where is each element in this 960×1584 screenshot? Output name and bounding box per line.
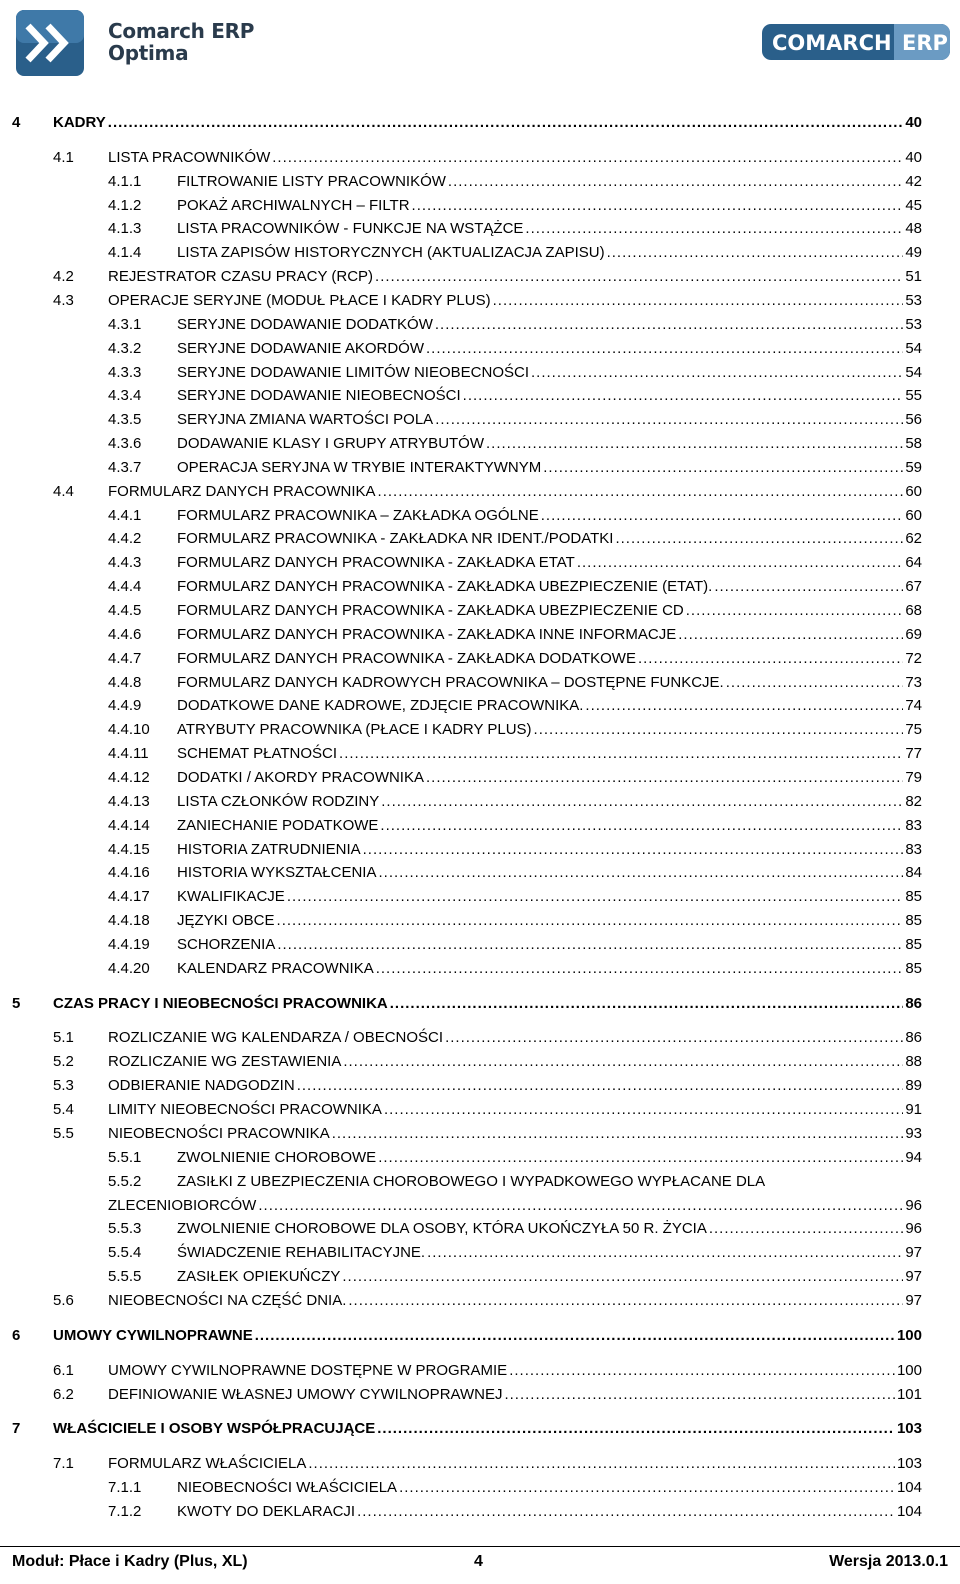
- leader-dots: [272, 147, 903, 169]
- toc-entry-number: 5.3: [53, 1077, 74, 1095]
- toc-entry[interactable]: [0, 910, 960, 932]
- toc-entry-page: 53: [903, 290, 922, 312]
- leader-dots: [376, 958, 904, 980]
- toc-entry-page: 77: [903, 743, 922, 765]
- toc-entry-page: 40: [903, 147, 922, 169]
- toc-entry[interactable]: [0, 1218, 960, 1240]
- toc-entry-title: FORMULARZ DANYCH PRACOWNIKA: [108, 481, 378, 503]
- toc-entry-number: 4.4.17: [108, 888, 150, 906]
- toc-entry[interactable]: [0, 934, 960, 956]
- leader-dots: [390, 993, 904, 1015]
- toc-entry-page: 101: [895, 1384, 922, 1406]
- toc-entry-title: SERYJNE DODAWANIE AKORDÓW: [177, 338, 426, 360]
- toc-entry-number: 5.5.3: [108, 1220, 142, 1238]
- toc-entry[interactable]: [0, 1242, 960, 1264]
- toc-entry-page: 60: [903, 481, 922, 503]
- toc-entry-number: 6: [12, 1326, 21, 1344]
- toc-entry-page: 86: [903, 1027, 922, 1049]
- toc-entry[interactable]: [0, 1290, 960, 1312]
- toc-entry-page: 89: [903, 1075, 922, 1097]
- toc-entry[interactable]: [0, 815, 960, 837]
- leader-dots: [378, 862, 903, 884]
- toc-entry-page: 40: [903, 112, 922, 134]
- toc-entry-title: ROZLICZANIE WG ZESTAWIENIA: [108, 1051, 343, 1073]
- leader-dots: [534, 719, 904, 741]
- toc-entry-number: 5.6: [53, 1291, 74, 1309]
- toc-entry-title: SERYJNE DODAWANIE DODATKÓW: [177, 314, 435, 336]
- toc-entry-number: 4.1.2: [108, 196, 142, 214]
- toc-entry-number: 5: [12, 994, 21, 1012]
- toc-entry-title: ROZLICZANIE WG KALENDARZA / OBECNOŚCI: [108, 1027, 445, 1049]
- toc-entry[interactable]: [0, 576, 960, 598]
- toc-entry-title-cont: ZLECENIOBIORCÓW: [108, 1195, 258, 1217]
- toc-entry-title: CZAS PRACY I NIEOBECNOŚCI PRACOWNIKA: [53, 993, 390, 1015]
- toc-entry-title: FORMULARZ DANYCH PRACOWNIKA - ZAKŁADKA ETAT: [177, 552, 577, 574]
- leader-dots: [531, 362, 903, 384]
- leader-dots: [486, 433, 903, 455]
- footer-page-number: 4: [474, 1553, 483, 1570]
- toc-entry[interactable]: [0, 147, 960, 169]
- toc-entry-number: 4.3.5: [108, 411, 142, 429]
- toc-entry[interactable]: [0, 218, 960, 240]
- toc-entry-page: 64: [903, 552, 922, 574]
- leader-dots: [343, 1051, 903, 1073]
- toc-entry-title: LISTA ZAPISÓW HISTORYCZNYCH (AKTUALIZACJA ZAPISU): [177, 242, 607, 264]
- leader-dots: [678, 624, 903, 646]
- footer-module: Moduł: Płace i Kadry (Plus, XL): [12, 1553, 248, 1570]
- comarch-erp-badge-logo: [762, 22, 950, 62]
- toc-entry-page: 59: [903, 457, 922, 479]
- page-header: [0, 0, 960, 90]
- toc-entry-page: 69: [903, 624, 922, 646]
- toc-entry-title: DODAWANIE KLASY I GRUPY ATRYBUTÓW: [177, 433, 486, 455]
- toc-entry-page: 83: [903, 815, 922, 837]
- toc-entry-title: ŚWIADCZENIE REHABILITACYJNE.: [177, 1242, 427, 1264]
- toc-entry-page: 85: [903, 886, 922, 908]
- toc-entry-number: 4.4.8: [108, 673, 142, 691]
- toc-entry-page: 97: [903, 1266, 922, 1288]
- toc-entry[interactable]: [0, 1171, 960, 1193]
- toc-entry-page: 55: [903, 385, 922, 407]
- toc-entry-title: SCHEMAT PŁATNOŚCI: [177, 743, 339, 765]
- leader-dots: [426, 767, 903, 789]
- toc-entry-title: DEFINIOWANIE WŁASNEJ UMOWY CYWILNOPRAWNEJ: [108, 1384, 504, 1406]
- toc-entry-page: 103: [895, 1418, 922, 1440]
- toc-entry[interactable]: [0, 719, 960, 741]
- leader-dots: [357, 1501, 895, 1523]
- toc-entry[interactable]: [0, 672, 960, 694]
- toc-entry-number: 4.1.1: [108, 172, 142, 190]
- toc-entry-title: UMOWY CYWILNOPRAWNE: [53, 1325, 255, 1347]
- toc-entry-number: 4.3.2: [108, 339, 142, 357]
- leader-dots: [493, 290, 904, 312]
- toc-entry-page: 104: [895, 1477, 922, 1499]
- toc-entry[interactable]: [0, 385, 960, 407]
- leader-dots: [332, 1123, 904, 1145]
- leader-dots: [525, 218, 903, 240]
- toc-entry-title: DODATKI / AKORDY PRACOWNIKA: [177, 767, 426, 789]
- toc-entry-number: 6.1: [53, 1361, 74, 1379]
- toc-entry-page: 94: [903, 1147, 922, 1169]
- toc-entry-number: 7.1.1: [108, 1479, 142, 1497]
- toc-entry-title: ZASIŁKI Z UBEZPIECZENIA CHOROBOWEGO I WYPADKOWEGO WYPŁACANE DLA: [177, 1172, 766, 1190]
- toc-entry-page: 48: [903, 218, 922, 240]
- leader-dots: [577, 552, 903, 574]
- toc-entry[interactable]: [0, 362, 960, 384]
- toc-entry-number: 4.2: [53, 268, 74, 286]
- brand-line-2: Optima: [108, 41, 189, 65]
- badge-text-comarch: COMARCH: [772, 31, 892, 55]
- leader-dots: [255, 1325, 895, 1347]
- toc-entry-title: FORMULARZ DANYCH PRACOWNIKA - ZAKŁADKA UBEZPIECZENIE (ETAT).: [177, 576, 714, 598]
- toc-entry[interactable]: [0, 552, 960, 574]
- toc-entry-number: 4.3.3: [108, 363, 142, 381]
- toc-entry-number: 7.1.2: [108, 1502, 142, 1520]
- leader-dots: [384, 1099, 903, 1121]
- toc-entry-number: 5.5: [53, 1124, 74, 1142]
- toc-entry-number: 4.4.12: [108, 768, 150, 786]
- toc-entry-title: JĘZYKI OBCE: [177, 910, 277, 932]
- leader-dots: [709, 1218, 903, 1240]
- toc-entry[interactable]: [0, 1123, 960, 1145]
- toc-entry[interactable]: [0, 1360, 960, 1382]
- toc-entry-page: 96: [903, 1218, 922, 1240]
- toc-entry-page: 86: [903, 993, 922, 1015]
- toc-entry-title: NIEOBECNOŚCI NA CZĘŚĆ DNIA.: [108, 1290, 348, 1312]
- toc-entry-page: 75: [903, 719, 922, 741]
- toc-entry-number: 4.4.3: [108, 554, 142, 572]
- toc-entry-number: 4: [12, 114, 21, 131]
- toc-entry-page: 42: [903, 171, 922, 193]
- toc-entry[interactable]: [0, 1453, 960, 1475]
- leader-dots: [714, 576, 903, 598]
- leader-dots: [277, 910, 904, 932]
- toc-entry-title: SERYJNE DODAWANIE NIEOBECNOŚCI: [177, 385, 463, 407]
- leader-dots: [287, 886, 904, 908]
- toc-entry-title: SERYJNA ZMIANA WARTOŚCI POLA: [177, 409, 435, 431]
- toc-entry-title: LISTA CZŁONKÓW RODZINY: [177, 791, 381, 813]
- toc-entry-page: 67: [903, 576, 922, 598]
- toc-entry-title: KADRY: [53, 112, 108, 134]
- toc-entry-title: WŁAŚCICIELE I OSOBY WSPÓŁPRACUJĄCE: [53, 1418, 377, 1440]
- toc-entry-title: HISTORIA ZATRUDNIENIA: [177, 839, 363, 861]
- toc-entry-title: FORMULARZ PRACOWNIKA – ZAKŁADKA OGÓLNE: [177, 505, 541, 527]
- toc-entry-title: KWOTY DO DEKLARACJI: [177, 1501, 357, 1523]
- leader-dots: [380, 815, 903, 837]
- toc-entry[interactable]: [0, 290, 960, 312]
- toc-entry-continuation[interactable]: [0, 1195, 960, 1217]
- toc-entry-title: HISTORIA WYKSZTAŁCENIA: [177, 862, 378, 884]
- toc-entry[interactable]: [0, 528, 960, 550]
- toc-entry-page: 103: [895, 1453, 922, 1475]
- toc-entry-number: 4.4.2: [108, 530, 142, 548]
- toc-entry-number: 5.5.2: [108, 1172, 142, 1190]
- toc-entry[interactable]: [0, 433, 960, 455]
- toc-entry-number: 5.5.5: [108, 1268, 142, 1286]
- toc-entry-title: ZANIECHANIE PODATKOWE: [177, 815, 380, 837]
- toc-entry-number: 4.3.7: [108, 458, 142, 476]
- toc-entry-title: FORMULARZ WŁAŚCICIELA: [108, 1453, 308, 1475]
- toc-entry-page: 68: [903, 600, 922, 622]
- toc-entry-number: 4.3: [53, 291, 74, 309]
- toc-entry-number: 4.4.6: [108, 625, 142, 643]
- toc-entry-page: 100: [895, 1325, 922, 1347]
- leader-dots: [585, 695, 903, 717]
- toc-entry[interactable]: [0, 481, 960, 503]
- toc-entry[interactable]: [0, 409, 960, 431]
- toc-entry-title: ZASIŁEK OPIEKUŃCZY: [177, 1266, 342, 1288]
- toc-entry-page: 79: [903, 767, 922, 789]
- toc-entry-page: 49: [903, 242, 922, 264]
- toc-entry[interactable]: [0, 1477, 960, 1499]
- toc-entry[interactable]: [0, 266, 960, 288]
- leader-dots: [543, 457, 903, 479]
- toc-entry[interactable]: [0, 791, 960, 813]
- toc-entry-title: FORMULARZ PRACOWNIKA - ZAKŁADKA NR IDENT./PODATKI: [177, 528, 615, 550]
- toc-entry[interactable]: [0, 457, 960, 479]
- toc-entry[interactable]: [0, 338, 960, 360]
- toc-entry-title: FORMULARZ DANYCH KADROWYCH PRACOWNIKA – DOSTĘPNE FUNKCJE.: [177, 672, 726, 694]
- leader-dots: [375, 266, 903, 288]
- toc-entry[interactable]: [0, 112, 960, 134]
- toc-entry[interactable]: [0, 648, 960, 670]
- toc-entry-page: 91: [903, 1099, 922, 1121]
- toc-entry[interactable]: [0, 1384, 960, 1406]
- toc-entry-number: 4.4.4: [108, 578, 142, 596]
- leader-dots: [615, 528, 903, 550]
- toc-entry-page: 85: [903, 934, 922, 956]
- leader-dots: [607, 242, 904, 264]
- toc-entry-page: 54: [903, 338, 922, 360]
- toc-entry-number: 7.1: [53, 1455, 74, 1473]
- toc-entry-number: 5.2: [53, 1053, 74, 1071]
- leader-dots: [297, 1075, 904, 1097]
- toc-entry-number: 4.4.7: [108, 649, 142, 667]
- toc-entry-number: 4.4: [53, 482, 74, 500]
- toc-entry-number: 5.4: [53, 1101, 74, 1118]
- toc-entry[interactable]: [0, 314, 960, 336]
- toc-entry[interactable]: [0, 886, 960, 908]
- leader-dots: [381, 791, 903, 813]
- toc-entry-page: 73: [903, 672, 922, 694]
- toc-entry[interactable]: [0, 242, 960, 264]
- leader-dots: [427, 1242, 903, 1264]
- toc-entry-page: 84: [903, 862, 922, 884]
- toc-entry-title: DODATKOWE DANE KADROWE, ZDJĘCIE PRACOWNIKA.: [177, 695, 585, 717]
- toc-entry-number: 4.1.3: [108, 220, 142, 238]
- leader-dots: [377, 1418, 895, 1440]
- toc-entry-title: POKAŻ ARCHIWALNYCH – FILTR: [177, 195, 412, 217]
- toc-entry[interactable]: [0, 195, 960, 217]
- toc-entry-title: SERYJNE DODAWANIE LIMITÓW NIEOBECNOŚCI: [177, 362, 531, 384]
- toc-entry-page: 45: [903, 195, 922, 217]
- leader-dots: [348, 1290, 903, 1312]
- toc-entry-title: REJESTRATOR CZASU PRACY (RCP): [108, 266, 375, 288]
- toc-entry[interactable]: [0, 624, 960, 646]
- toc-entry-title: LISTA PRACOWNIKÓW - FUNKCJE NA WSTĄŻCE: [177, 218, 525, 240]
- toc-entry-page: 60: [903, 505, 922, 527]
- toc-entry[interactable]: [0, 1147, 960, 1169]
- toc-entry-number: 4.4.9: [108, 697, 142, 715]
- leader-dots: [378, 481, 904, 503]
- leader-dots: [108, 112, 904, 134]
- leader-dots: [363, 839, 904, 861]
- toc-entry-title: FORMULARZ DANYCH PRACOWNIKA - ZAKŁADKA DODATKOWE: [177, 648, 638, 670]
- toc-entry-title: LISTA PRACOWNIKÓW: [108, 147, 272, 169]
- toc-entry[interactable]: [0, 993, 960, 1015]
- toc-entry[interactable]: [0, 743, 960, 765]
- toc-entry-title: OPERACJA SERYJNA W TRYBIE INTERAKTYWNYM: [177, 457, 543, 479]
- toc-entry-title: UMOWY CYWILNOPRAWNE DOSTĘPNE W PROGRAMIE: [108, 1360, 509, 1382]
- toc-entry-page: 56: [903, 409, 922, 431]
- toc-entry-title: FORMULARZ DANYCH PRACOWNIKA - ZAKŁADKA UBEZPIECZENIE CD: [177, 600, 686, 622]
- toc-entry-number: 4.1: [53, 148, 74, 166]
- toc-entry-title: ODBIERANIE NADGODZIN: [108, 1075, 297, 1097]
- toc-entry-number: 5.1: [53, 1029, 74, 1047]
- leader-dots: [378, 1147, 903, 1169]
- toc-entry-page: 88: [903, 1051, 922, 1073]
- toc-entry[interactable]: [0, 839, 960, 861]
- toc-entry-number: 4.4.13: [108, 792, 150, 810]
- leader-dots: [504, 1384, 895, 1406]
- toc-entry-title: KWALIFIKACJE: [177, 886, 287, 908]
- toc-entry-title: LIMITY NIEOBECNOŚCI PRACOWNIKA: [108, 1099, 384, 1121]
- leader-dots: [463, 385, 904, 407]
- toc-entry-title: NIEOBECNOŚCI WŁAŚCICIELA: [177, 1477, 399, 1499]
- toc-entry-title: ZWOLNIENIE CHOROBOWE DLA OSOBY, KTÓRA UKOŃCZYŁA 50 R. ŻYCIA: [177, 1218, 709, 1240]
- toc-entry-number: 4.4.19: [108, 935, 150, 953]
- toc-entry[interactable]: [0, 171, 960, 193]
- toc-entry[interactable]: [0, 695, 960, 717]
- toc-entry-number: 4.4.15: [108, 840, 150, 858]
- leader-dots: [509, 1360, 895, 1382]
- toc-entry-title: ZWOLNIENIE CHOROBOWE: [177, 1147, 378, 1169]
- leader-dots: [399, 1477, 895, 1499]
- toc-entry-number: 4.1.4: [108, 244, 142, 262]
- toc-entry[interactable]: [0, 1051, 960, 1073]
- toc-entry-number: 4.3.4: [108, 387, 142, 405]
- leader-dots: [448, 171, 903, 193]
- toc-entry-page: 58: [903, 433, 922, 455]
- leader-dots: [412, 195, 904, 217]
- brand-line-1: Comarch ERP: [108, 19, 255, 43]
- toc-entry-page: 82: [903, 791, 922, 813]
- leader-dots: [435, 314, 903, 336]
- toc-entry[interactable]: [0, 767, 960, 789]
- toc-entry[interactable]: [0, 1027, 960, 1049]
- toc-entry-page: 93: [903, 1123, 922, 1145]
- toc-entry-number: 5.5.4: [108, 1244, 142, 1262]
- toc-entry-page: 97: [903, 1290, 922, 1312]
- toc-entry[interactable]: [0, 505, 960, 527]
- toc-entry-number: 4.4.1: [108, 506, 142, 524]
- toc-entry[interactable]: [0, 600, 960, 622]
- toc-entry[interactable]: [0, 1501, 960, 1523]
- toc-entry-title: FILTROWANIE LISTY PRACOWNIKÓW: [177, 171, 448, 193]
- leader-dots: [277, 934, 903, 956]
- toc-entry-title: KALENDARZ PRACOWNIKA: [177, 958, 376, 980]
- toc-entry-page: 96: [903, 1195, 922, 1217]
- toc-entry-title: SCHORZENIA: [177, 934, 277, 956]
- toc-entry-page: 51: [903, 266, 922, 288]
- toc-entry-number: 4.3.6: [108, 435, 142, 453]
- toc-entry-number: 5.5.1: [108, 1148, 142, 1166]
- toc-entry-page: 54: [903, 362, 922, 384]
- toc-entry-page: 72: [903, 648, 922, 670]
- leader-dots: [258, 1195, 903, 1217]
- leader-dots: [308, 1453, 895, 1475]
- leader-dots: [541, 505, 904, 527]
- toc-entry-number: 4.4.20: [108, 959, 150, 977]
- toc-entry-number: 4.3.1: [108, 315, 142, 333]
- toc-entry-page: 62: [903, 528, 922, 550]
- toc-entry-number: 7: [12, 1420, 21, 1438]
- toc-entry[interactable]: [0, 1418, 960, 1440]
- toc-entry-page: 74: [903, 695, 922, 717]
- toc-entry[interactable]: [0, 1266, 960, 1288]
- toc-entry-title: FORMULARZ DANYCH PRACOWNIKA - ZAKŁADKA INNE INFORMACJE: [177, 624, 678, 646]
- comarch-erp-optima-logo-icon: [14, 8, 86, 78]
- leader-dots: [342, 1266, 903, 1288]
- toc-entry-number: 4.4.14: [108, 816, 150, 834]
- leader-dots: [426, 338, 903, 360]
- toc-entry-page: 85: [903, 910, 922, 932]
- leader-dots: [339, 743, 903, 765]
- toc-entry-title: ATRYBUTY PRACOWNIKA (PŁACE I KADRY PLUS): [177, 719, 534, 741]
- toc-entry[interactable]: [0, 862, 960, 884]
- footer-version: Wersja 2013.0.1: [829, 1553, 948, 1570]
- leader-dots: [686, 600, 904, 622]
- toc-entry-number: 4.4.5: [108, 602, 142, 619]
- toc-entry-page: 83: [903, 839, 922, 861]
- leader-dots: [726, 672, 904, 694]
- toc-entry[interactable]: [0, 1075, 960, 1097]
- toc-entry-number: 4.4.16: [108, 864, 150, 882]
- toc-entry-title: OPERACJE SERYJNE (MODUŁ PŁACE I KADRY PLUS): [108, 290, 493, 312]
- leader-dots: [445, 1027, 903, 1049]
- badge-text-erp: ERP: [902, 31, 948, 55]
- toc-entry[interactable]: [0, 958, 960, 980]
- toc-entry-page: 53: [903, 314, 922, 336]
- toc-entry-page: 97: [903, 1242, 922, 1264]
- toc-entry-number: 4.4.18: [108, 912, 150, 930]
- toc-entry-number: 4.4.10: [108, 721, 150, 739]
- toc-entry[interactable]: [0, 1099, 960, 1121]
- toc-entry-number: 6.2: [53, 1385, 74, 1403]
- toc-entry-page: 104: [895, 1501, 922, 1523]
- page-footer: [0, 1546, 960, 1584]
- leader-dots: [638, 648, 903, 670]
- leader-dots: [435, 409, 903, 431]
- toc-entry-page: 100: [895, 1360, 922, 1382]
- toc-entry-page: 85: [903, 958, 922, 980]
- toc-entry[interactable]: [0, 1325, 960, 1347]
- brand-name: [108, 20, 254, 64]
- toc-entry-title: NIEOBECNOŚCI PRACOWNIKA: [108, 1123, 332, 1145]
- toc-entry-number: 4.4.11: [108, 745, 149, 763]
